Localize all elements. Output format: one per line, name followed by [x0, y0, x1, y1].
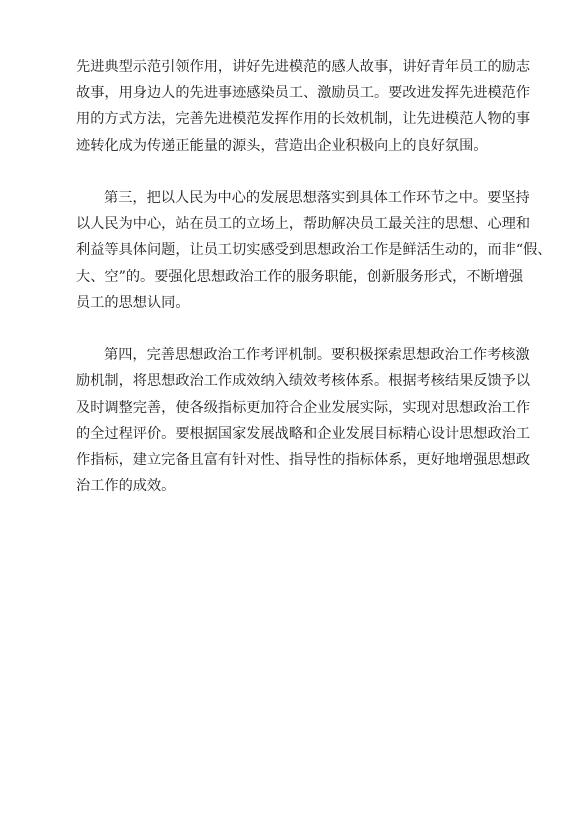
text-line: 及时调整完善，使各级指标更加符合企业发展实际，实现对思想政治工作 [76, 399, 531, 416]
paragraph-spacer [76, 316, 506, 342]
text-line: 以人民为中心，站在员工的立场上，帮助解决员工最关注的思想、心理和 [76, 216, 531, 233]
paragraph-1 [76, 54, 531, 159]
text-line: 励机制，将思想政治工作成效纳入绩效考核体系。根据考核结果反馈予以 [76, 373, 531, 390]
text-line: 故事，用身边人的先进事迹感染员工、激励员工。要改进发挥先进模范作 [76, 85, 531, 102]
paragraph-2 [76, 185, 552, 316]
paragraph-spacer [76, 159, 506, 185]
text-line: 先进典型示范引领作用，讲好先进模范的感人故事，讲好青年员工的励志 [76, 59, 531, 75]
text-line: 用的方式方法，完善先进模范发挥作用的长效机制，让先进模范人物的事 [76, 111, 531, 128]
text-line: 的全过程评价。要根据国家发展战略和企业发展目标精心设计思想政治工 [76, 425, 531, 442]
text-line: 大、空”的。要强化思想政治工作的服务职能，创新服务形式，不断增强 [76, 268, 524, 285]
text-line: 第三，把以人民为中心的发展思想落实到具体工作环节之中。要坚持 [104, 190, 530, 206]
text-line: 利益等具体问题，让员工切实感受到思想政治工作是鲜活生动的，而非“假、 [76, 242, 552, 259]
paragraph-3 [76, 342, 531, 499]
text-line: 作指标，建立完备且富有针对性、指导性的指标体系，更好地增强思想政 [76, 452, 531, 469]
text-line: 迹转化成为传递正能量的源头，营造出企业积极向上的良好氛围。 [76, 137, 488, 154]
document-body [76, 54, 552, 499]
text-line: 员工的思想认同。 [76, 294, 190, 311]
text-line: 第四，完善思想政治工作考评机制。要积极探索思想政治工作考核激 [104, 347, 530, 364]
text-line: 治工作的成效。 [76, 478, 176, 495]
